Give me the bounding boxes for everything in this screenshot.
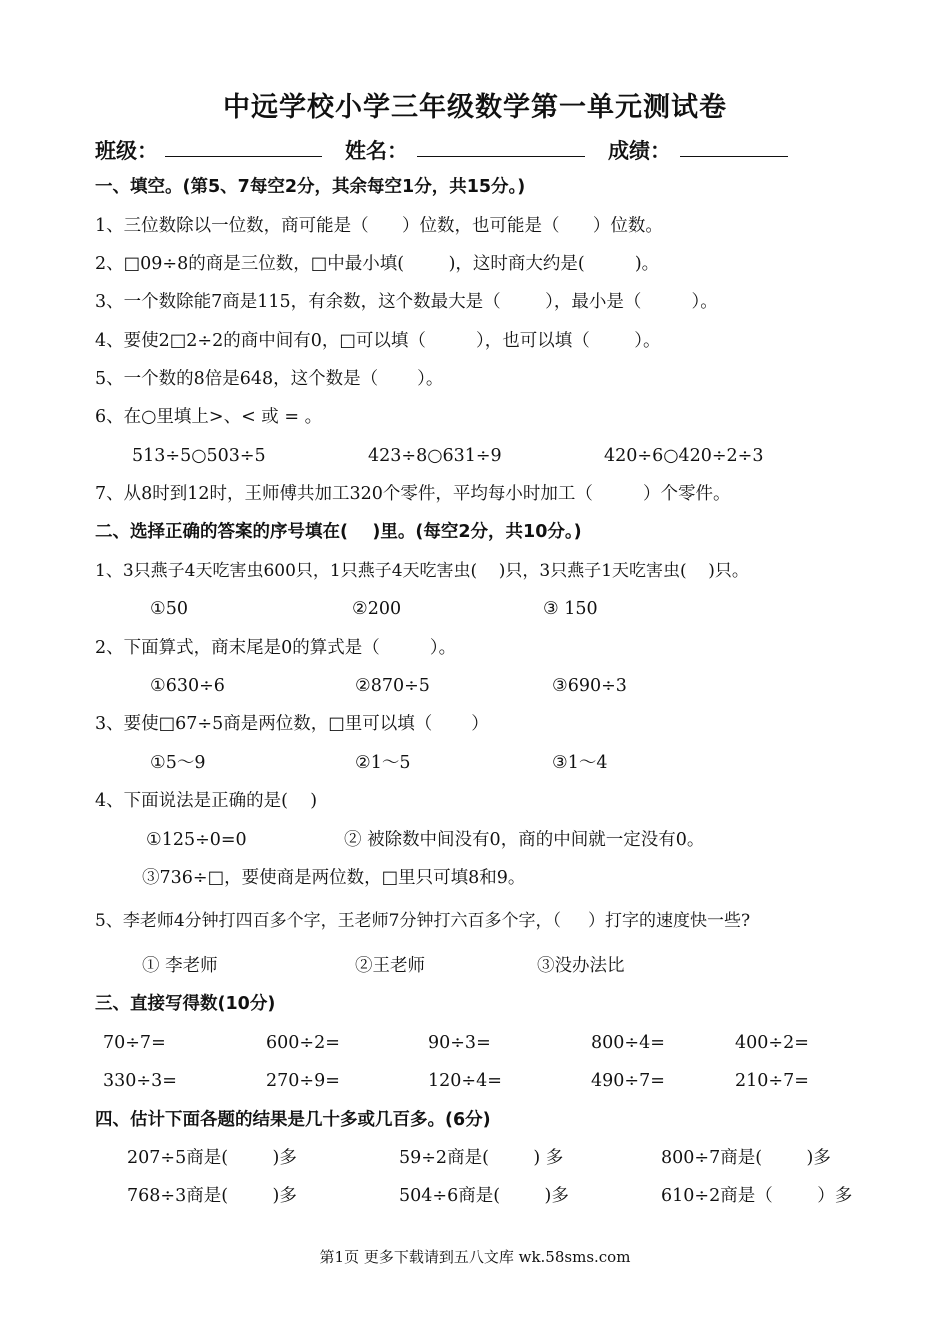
- choice-option: ③没办法比: [537, 956, 625, 976]
- choice-option: ③1～4: [552, 753, 608, 773]
- name-label: 姓名：: [345, 139, 408, 163]
- oral-item: 490÷7=: [591, 1071, 665, 1091]
- question-1-3: 3、一个数除能7商是115，有余数，这个数最大是（ ），最小是（ ）。: [95, 292, 718, 312]
- compare-item: 513÷5○503÷5: [132, 446, 266, 466]
- score-field[interactable]: [680, 156, 788, 157]
- section-2-heading: 二、选择正确的答案的序号填在( )里。(每空2分，共10分。): [95, 522, 582, 542]
- choice-option: ③736÷□，要使商是两位数，□里只可填8和9。: [142, 868, 526, 888]
- estimate-item: 768÷3商是( )多: [127, 1186, 297, 1206]
- question-1-6: 6、在○里填上>、< 或 = 。: [95, 407, 323, 427]
- oral-item: 210÷7=: [735, 1071, 809, 1091]
- oral-item: 330÷3=: [103, 1071, 177, 1091]
- choice-option: ①5～9: [150, 753, 206, 773]
- choice-option: ② 被除数中间没有0，商的中间就一定没有0。: [344, 830, 705, 850]
- compare-item: 420÷6○420÷2÷3: [604, 446, 764, 466]
- choice-option: ②200: [352, 599, 402, 619]
- oral-item: 120÷4=: [428, 1071, 502, 1091]
- choice-option: ①50: [150, 599, 188, 619]
- class-label: 班级：: [95, 139, 158, 163]
- oral-item: 800÷4=: [591, 1033, 665, 1053]
- oral-item: 70÷7=: [103, 1033, 166, 1053]
- page-footer: 第1页 更多下载请到五八文库 wk.58sms.com: [319, 1248, 631, 1266]
- estimate-item: 59÷2商是( ) 多: [399, 1148, 564, 1168]
- question-2-5: 5、李老师4分钟打四百多个字，王老师7分钟打六百多个字，（ ）打字的速度快一些?: [95, 911, 751, 931]
- estimate-item: 207÷5商是( )多: [127, 1148, 297, 1168]
- question-2-4: 4、下面说法是正确的是( ): [95, 791, 318, 811]
- name-field[interactable]: [417, 156, 585, 157]
- question-2-2: 2、下面算式，商末尾是0的算式是（ ）。: [95, 638, 457, 658]
- question-2-1: 1、3只燕子4天吃害虫600只，1只燕子4天吃害虫( )只，3只燕子1天吃害虫( )只。: [95, 561, 749, 581]
- class-field[interactable]: [165, 156, 322, 157]
- question-1-7: 7、从8时到12时，王师傅共加工320个零件，平均每小时加工（ ）个零件。: [95, 484, 731, 504]
- question-1-1: 1、三位数除以一位数，商可能是（ ）位数，也可能是（ ）位数。: [95, 216, 663, 236]
- section-1-heading: 一、填空。(第5、7每空2分，其余每空1分，共15分。): [95, 177, 526, 197]
- oral-item: 270÷9=: [266, 1071, 340, 1091]
- choice-option: ①630÷6: [150, 676, 225, 696]
- choice-option: ③690÷3: [552, 676, 627, 696]
- score-label: 成绩：: [608, 139, 671, 163]
- choice-option: ②1～5: [355, 753, 411, 773]
- question-1-4: 4、要使2□2÷2的商中间有0，□可以填（ ），也可以填（ ）。: [95, 331, 661, 351]
- choice-option: ①125÷0=0: [146, 830, 247, 850]
- section-4-heading: 四、估计下面各题的结果是几十多或几百多。(6分): [95, 1110, 491, 1130]
- question-2-3: 3、要使□67÷5商是两位数，□里可以填（ ）: [95, 714, 489, 734]
- oral-item: 90÷3=: [428, 1033, 491, 1053]
- estimate-item: 504÷6商是( )多: [399, 1186, 569, 1206]
- choice-option: ③ 150: [543, 599, 598, 619]
- question-1-2: 2、□09÷8的商是三位数，□中最小填( )，这时商大约是( )。: [95, 254, 660, 274]
- section-3-heading: 三、直接写得数(10分): [95, 994, 276, 1014]
- oral-item: 600÷2=: [266, 1033, 340, 1053]
- choice-option: ① 李老师: [142, 956, 218, 976]
- page-title: 中远学校小学三年级数学第一单元测试卷: [223, 92, 727, 123]
- compare-item: 423÷8○631÷9: [368, 446, 502, 466]
- choice-option: ②王老师: [355, 956, 425, 976]
- estimate-item: 610÷2商是（ ）多: [661, 1186, 853, 1206]
- question-1-5: 5、一个数的8倍是648，这个数是（ ）。: [95, 369, 444, 389]
- oral-item: 400÷2=: [735, 1033, 809, 1053]
- estimate-item: 800÷7商是( )多: [661, 1148, 831, 1168]
- choice-option: ②870÷5: [355, 676, 430, 696]
